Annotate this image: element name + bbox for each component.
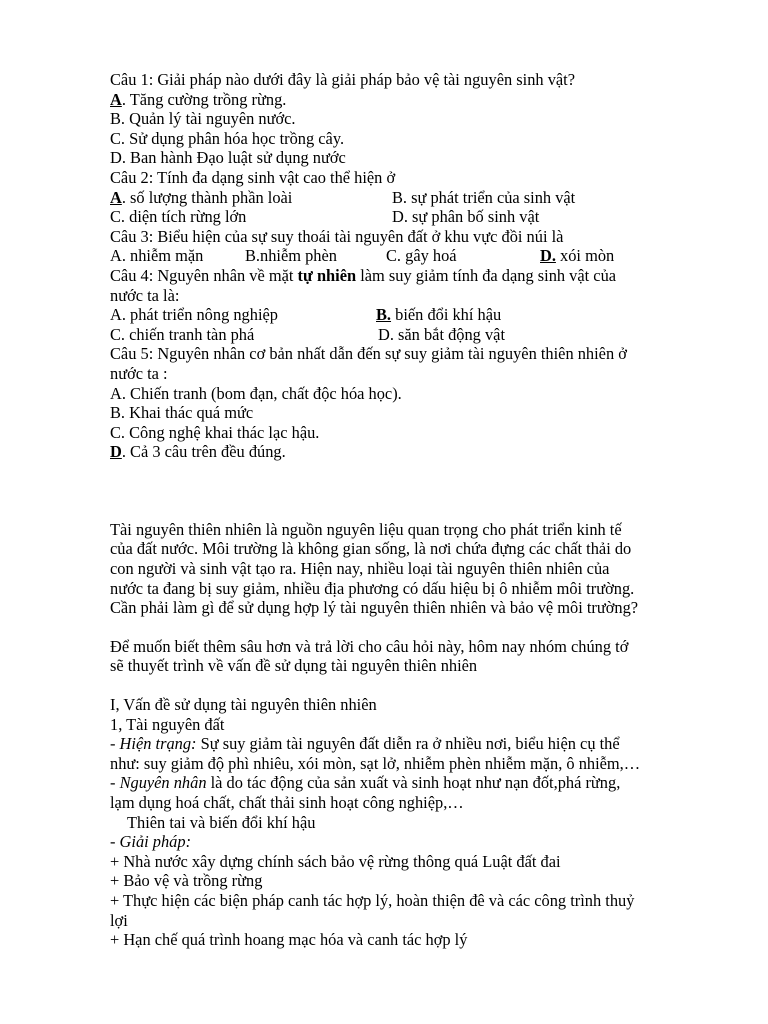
solution-item: + Thực hiện các biện pháp canh tác hợp lý, hoàn thiện đê và các công trình thuỷ [110, 890, 635, 910]
solution-label: - Giải pháp: [110, 832, 192, 852]
q3-option-c: C. gây hoá [386, 246, 457, 266]
q3-option-a: A. nhiễm mặn [110, 246, 204, 266]
q3-options [110, 246, 710, 266]
q3-question: Câu 3: Biểu hiện của sự suy thoái tài nguyên đất ở khu vực đồi núi là [110, 226, 564, 246]
q2-question: Câu 2: Tính đa dạng sinh vật cao thể hiện ở [110, 167, 396, 187]
solution-item: + Hạn chế quá trình hoang mạc hóa và canh tác hợp lý [110, 930, 468, 950]
document-page [110, 70, 710, 950]
intro-p1-line: nước ta đang bị suy giảm, nhiều địa phương có dấu hiệu bị ô nhiễm môi trường. [110, 578, 635, 598]
cause-line: - Nguyên nhân là do tác động của sản xuất và sinh hoạt như nạn đốt,phá rừng, [110, 773, 621, 793]
q3-option-b: B.nhiễm phèn [245, 246, 337, 266]
q2-option-c: C. diện tích rừng lớn [110, 207, 247, 227]
q1-option-d: D. Ban hành Đạo luật sử dụng nước [110, 148, 346, 168]
solution-item: + Bảo vệ và trồng rừng [110, 871, 263, 891]
q4-option-a: A. phát triển nông nghiệp [110, 305, 278, 325]
q5-option-d: D. Cả 3 câu trên đều đúng. [110, 442, 286, 462]
q1-answer-letter: A [110, 89, 122, 109]
section-heading: I, Vấn đề sử dụng tài nguyên thiên nhiên [110, 695, 377, 715]
intro-paragraph-2 [110, 637, 710, 676]
spacer [110, 676, 710, 695]
q2-option-d: D. sự phân bố sinh vật [392, 207, 540, 227]
intro-p1-line: Cần phải làm gì để sử dụng hợp lý tài nguyên thiên nhiên và bảo vệ môi trường? [110, 598, 639, 618]
q5-question: Câu 5: Nguyên nhân cơ bản nhất dẫn đến sự suy giảm tài nguyên thiên nhiên ở [110, 344, 627, 364]
q5-option-a: A. Chiến tranh (bom đạn, chất độc hóa học). [110, 383, 402, 403]
q2-option-b: B. sự phát triển của sinh vật [392, 187, 576, 207]
status-line-2: như: suy giảm độ phì nhiêu, xói mòn, sạt lở, nhiễm phèn nhiễm mặn, ô nhiễm,… [110, 753, 641, 773]
intro-p1-line: Tài nguyên thiên nhiên là nguồn nguyên liệu quan trọng cho phát triển kinh tế [110, 519, 622, 539]
intro-p2-line: sẽ thuyết trình về vấn đề sử dụng tài nguyên thiên nhiên [110, 656, 478, 676]
q2-row-cd [110, 207, 710, 227]
q1-option-a: A. Tăng cường trồng rừng. [110, 89, 287, 109]
solution-item: + Nhà nước xây dựng chính sách bảo vệ rừng thông quá Luật đất đai [110, 851, 561, 871]
intro-p1-line: của đất nước. Môi trường là không gian sống, là nơi chứa đựng các chất thải do [110, 539, 632, 559]
q2-option-a: A. số lượng thành phần loài [110, 187, 293, 207]
cause-label: Nguyên nhân [119, 773, 207, 793]
q1-option-c: C. Sử dụng phân hóa học trồng cây. [110, 128, 345, 148]
q4-row-ab [110, 305, 710, 325]
q2-row-ab [110, 188, 710, 208]
q3-option-d: D. xói mòn [540, 246, 615, 266]
q4-option-b: B. biến đổi khí hậu [376, 305, 502, 325]
spacer [110, 618, 710, 637]
q1-option-b: B. Quản lý tài nguyên nước. [110, 109, 296, 129]
intro-p2-line: Để muốn biết thêm sâu hơn và trả lời cho câu hỏi này, hôm nay nhóm chúng tớ [110, 636, 629, 656]
cause-line-2: lạm dụng hoá chất, chất thải sinh hoạt công nghiệp,… [110, 793, 464, 812]
intro-paragraph-1 [110, 520, 710, 618]
q4-option-d: D. săn bắt động vật [378, 324, 506, 344]
status-label: - Hiện trạng: [110, 734, 197, 754]
q5-question-line2: nước ta : [110, 363, 168, 383]
spacer [110, 462, 710, 520]
q4-row-cd [110, 325, 710, 345]
q4-question: Câu 4: Nguyên nhân về mặt tự nhiên làm suy giảm tính đa dạng sinh vật của [110, 265, 617, 285]
solution-item-cont: lợi [110, 910, 128, 930]
status-line: - Hiện trạng: Sự suy giảm tài nguyên đất diễn ra ở nhiều nơi, biểu hiện cụ thể [110, 734, 620, 754]
q4-option-c: C. chiến tranh tàn phá [110, 324, 255, 344]
q5-option-b: B. Khai thác quá mức [110, 403, 254, 423]
q5-option-c: C. Công nghệ khai thác lạc hậu. [110, 422, 320, 442]
q1-question: Câu 1: Giải pháp nào dưới đây là giải pháp bảo vệ tài nguyên sinh vật? [110, 70, 575, 89]
section-subheading: 1, Tài nguyên đất [110, 714, 225, 734]
cause-line-3: Thiên tai và biến đổi khí hậu [127, 812, 316, 832]
intro-p1-line: con người và sinh vật tạo ra. Hiện nay, nhiều loại tài nguyên thiên nhiên của [110, 559, 610, 579]
q4-question-line2: nước ta là: [110, 285, 180, 305]
